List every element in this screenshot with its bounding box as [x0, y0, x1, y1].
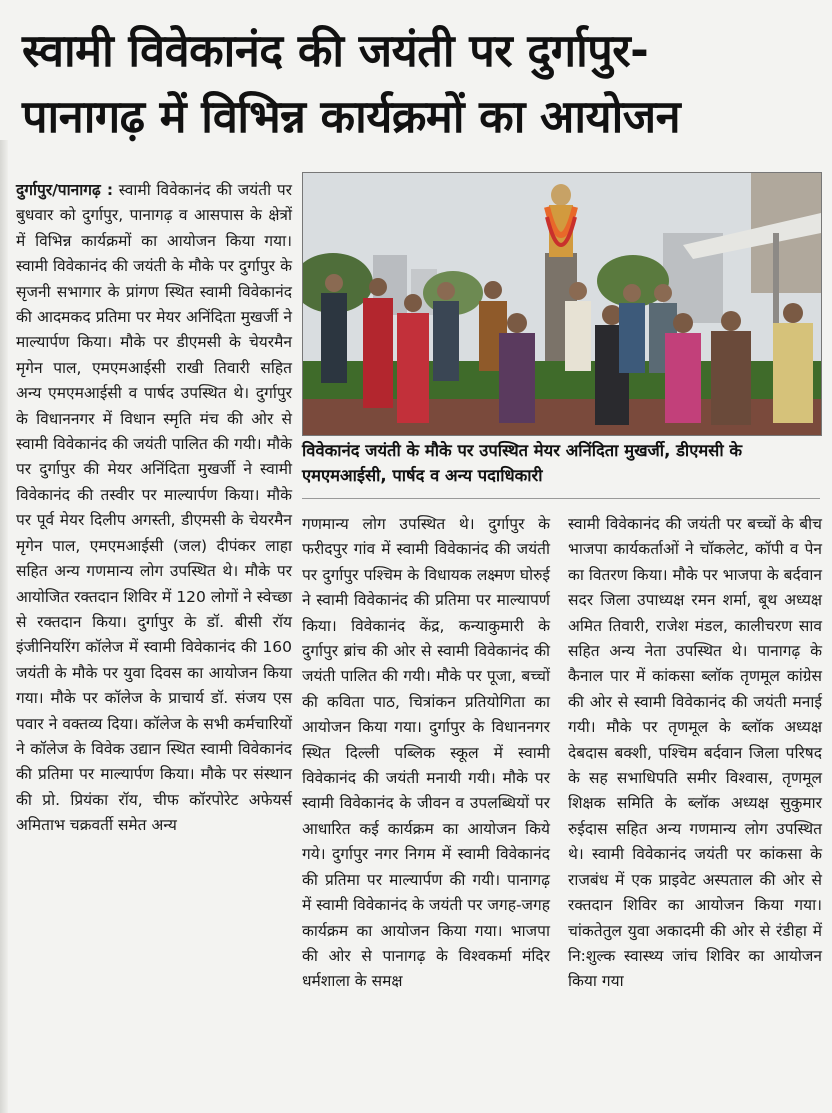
article-column-2: [302, 512, 550, 995]
photo-caption: विवेकानंद जयंती के मौके पर उपस्थित मेयर अनिंदिता मुखर्जी, डीएमसी के एमएमआईसी, पार्षद व अन्य पदाधिकारी: [302, 441, 743, 485]
adjacent-page-edge: [0, 140, 8, 1113]
caption-divider: [302, 498, 820, 499]
column-2-text: गणमान्य लोग उपस्थित थे। दुर्गापुर के फरीदपुर गांव में स्वामी विवेकानंद की जयंती पर दुर्गापुर पश्चिम के विधायक लक्ष्मण घोरुई ने स्वामी विवेकानंद की प्रतिमा पर माल्यापर्ण किया। विवेकानंद केंद्र, कन्याकुमारी के दुर्गापुर ब्रांच की ओर से स्वामी विवेकानंद की जयंती पालित की गयी। मौके पर पूजा, बच्चों की कविता पाठ, चित्रांकन प्रतियोगिता का आयोजन किया गया। दुर्गापुर के विधाननगर स्थित दिल्ली पब्लिक स्कूल में स्वामी विवेकानंद की जयंती मनायी गयी। मौके पर स्वामी विवेकानंद के जीवन व उपलब्धियों पर आधारित कई कार्यक्रम का आयोजन किये गये। दुर्गापुर नगर निगम में स्वामी विवेकानंद की प्रतिमा पर माल्यार्पण की गयी। पानागढ़ में स्वामी विवेकानंद के जयंती पर जगह-जगह कार्यक्रम का आयोजन किया गया। भाजपा की ओर से पानागढ़ के विश्वकर्मा मंदिर धर्मशाला के समक्ष: [302, 515, 550, 991]
column-1-text: स्वामी विवेकानंद की जयंती पर बुधवार को दुर्गापुर, पानागढ़ व आसपास के क्षेत्रों में विभिन्न कार्यक्रमों का आयोजन किया गया। स्वामी विवेकानंद की जयंती के मौके पर दुर्गापुर के सृजनी सभागार के प्रांगण स्थित स्वामी विवेकानंद की आदमकद प्रतिमा पर मेयर अनिंदिता मुखर्जी ने माल्यार्पण किया। मौके पर डीएमसी के चेयरमैन मृगेन पाल, एमएमआईसी राखी तिवारी सहित अन्य एमएमआईसी व पार्षद उपस्थित थे। दुर्गापुर के विधाननगर में विधान स्मृति मंच की ओर से स्वामी विवेकानंद की जयंती पालित की गयी। मौके पर दुर्गापुर की मेयर अनिंदिता मुखर्जी ने स्वामी विवेकानंद की तस्वीर पर माल्यार्पण किया। मौके पर पूर्व मेयर दिलीप अगस्ती, डीएमसी के चेयरमैन मृगेन पाल, एमएमआईसी (जल) दीपंकर लाहा सहित अन्य गणमान्य लोग उपस्थित थे। मौके पर आयोजित रक्तदान शिविर में 120 लोगों ने स्वेच्छा से रक्तदान किया। दुर्गापुर के डॉ. बीसी रॉय इंजीनियरिंग कॉलेज में स्वामी विवेकानंद की 160 जयंती के मौके पर युवा दिवस का आयोजन किया गया। मौके पर कॉलेज के प्राचार्य डॉ. संजय एस पवार ने वक्तव्य दिया। कॉलेज के सभी कर्मचारियों ने कॉलेज के विवेक उद्यान स्थित स्वामी विवेकानंद की प्रतिमा पर माल्यार्पण किया। मौके पर संस्थान की प्रो. प्रियंका रॉय, चीफ कॉरपोरेट अफेयर्स अमिताभ चक्रवर्ती समेत अन्य: [16, 181, 292, 835]
article-headline: [22, 18, 822, 150]
headline-line-2: पानागढ़ में विभिन्न कार्यक्रमों का आयोजन: [22, 90, 681, 143]
article-column-3: [568, 512, 822, 995]
dateline: दुर्गापुर/पानागढ़ :: [16, 181, 114, 199]
headline-line-1: स्वामी विवेकानंद की जयंती पर दुर्गापुर-: [22, 24, 649, 77]
article-column-1: [16, 178, 292, 839]
event-photo: [302, 172, 822, 436]
column-3-text: स्वामी विवेकानंद की जयंती पर बच्चों के बीच भाजपा कार्यकर्ताओं ने चॉकलेट, कॉपी व पेन का वितरण किया। मौके पर भाजपा के बर्दवान सदर जिला उपाध्यक्ष रमन शर्मा, बूथ अध्यक्ष अमित तिवारी, राजेश मंडल, कालीचरण साव सहित अन्य नेता उपस्थित थे। पानागढ़ के कैनाल पार में कांकसा ब्लॉक तृणमूल कांग्रेस की ओर से स्वामी विवेकानंद की जयंती मनाई गयी। मौके पर तृणमूल के ब्लॉक अध्यक्ष देबदास बक्शी, पश्चिम बर्दवान जिला परिषद के सह सभाधिपति समीर विश्वास, तृणमूल शिक्षक समिति के ब्लॉक अध्यक्ष सुकुमार रुईदास सहित अन्य गणमान्य लोग उपस्थित थे। स्वामी विवेकानंद जयंती पर कांकसा के राजबंध में एक प्राइवेट अस्पताल की ओर से रक्तदान शिविर का आयोजन किया गया। चांकतेतुल युवा अकादमी की ओर से रंडीहा में नि:शुल्क स्वास्थ्य जांच शिविर का आयोजन किया गया: [568, 515, 823, 991]
